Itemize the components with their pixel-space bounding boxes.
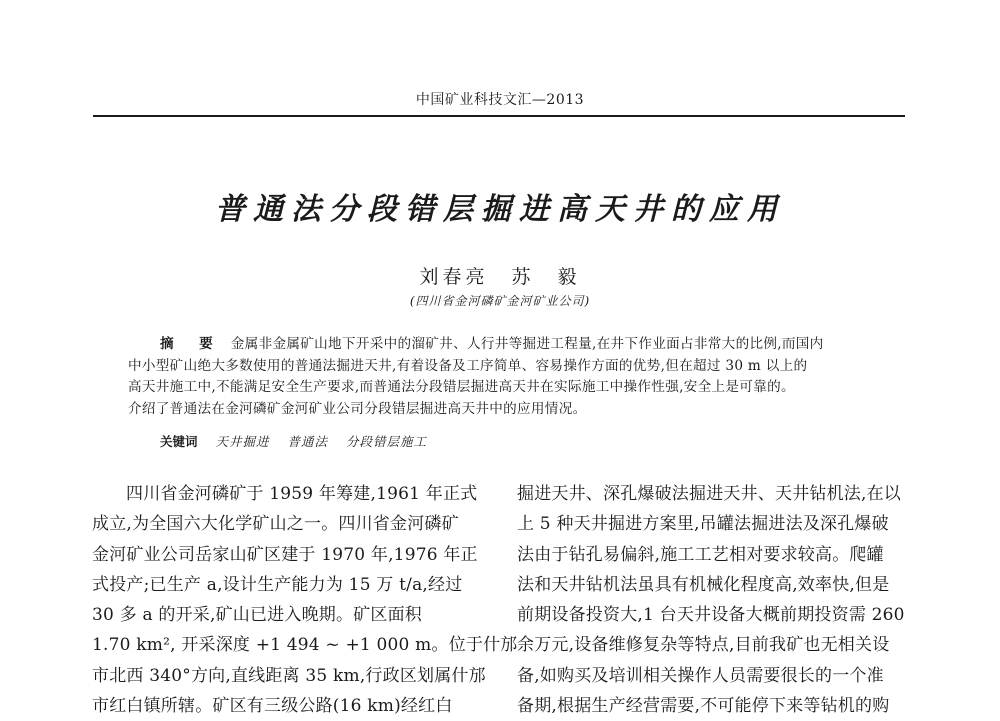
abstract-line: 介绍了普通法在金河磷矿金河矿业公司分段错层掘进高天井中的应用情况。	[128, 400, 587, 417]
abstract-line: 中小型矿山绝大多数使用的普通法掘进天井,有着设备及工序简单、容易操作方面的优势,但在超过 30 m 以上的	[128, 357, 808, 374]
body-line: 前期设备投资大,1 台天井设备大概前期投资需 260	[517, 605, 905, 626]
body-line: 余万元,设备维修复杂等特点,目前我矿也无相关设	[517, 635, 890, 656]
body-line: 备,如购买及培训相关操作人员需要很长的一个准	[517, 665, 884, 686]
abstract-line	[128, 334, 868, 356]
body-line: 1.70 km², 开采深度 +1 494 ~ +1 000 m。位于什邡	[92, 635, 518, 656]
author-affiliation: (四川省金河磷矿金河矿业公司)	[409, 294, 591, 308]
keyword: 分段错层施工	[346, 434, 428, 449]
abstract	[128, 334, 868, 420]
running-header: 中国矿业科技文汇—2013	[415, 92, 585, 108]
body-line: 四川省金河磷矿于 1959 年筹建,1961 年正式	[126, 484, 478, 504]
body-line: 备期,根据生产经营需要,不可能停下来等钻机的购	[517, 696, 890, 717]
article-authors: 刘春亮 苏 毅	[419, 266, 581, 288]
keywords	[160, 432, 441, 450]
header-rule	[93, 115, 905, 117]
body-line: 30 多 a 的开采,矿山已进入晚期。矿区面积	[92, 605, 422, 626]
body-line: 金河矿业公司岳家山矿区建于 1970 年,1976 年正	[92, 544, 478, 565]
abstract-text: 金属非金属矿山地下开采中的溜矿井、人行井等掘进工程量,在井下作业面占非常大的比例,而国内	[230, 336, 824, 352]
body-line: 法和天井钻机法虽具有机械化程度高,效率快,但是	[517, 574, 890, 595]
keywords-label: 关键词	[160, 434, 198, 449]
abstract-line: 高天井施工中,不能满足安全生产要求,而普通法分段错层掘进高天井在实际施工中操作性强,安全上是可靠的。	[128, 379, 795, 396]
body-line: 上 5 种天井掘进方案里,吊罐法掘进法及深孔爆破	[517, 514, 889, 535]
body-line: 法由于钻孔易偏斜,施工工艺相对要求较高。爬罐	[517, 544, 884, 565]
body-line: 掘进天井、深孔爆破法掘进天井、天井钻机法,在以	[517, 484, 902, 504]
body-line: 市北西 340°方向,直线距离 35 km,行政区划属什邡	[92, 665, 486, 686]
keyword: 普通法	[287, 434, 329, 449]
body-line: 成立,为全国六大化学矿山之一。四川省金河磷矿	[92, 514, 459, 535]
body-left-column	[92, 479, 518, 721]
body-right-column	[517, 479, 909, 721]
body-line: 式投产;已生产 a,设计生产能力为 15 万 t/a,经过	[92, 574, 463, 595]
article-title: 普通法分段错层掘进高天井的应用	[215, 192, 785, 227]
keyword: 天井掘进	[215, 434, 270, 449]
abstract-label: 摘 要	[160, 336, 219, 352]
body-line: 市红白镇所辖。矿区有三级公路(16 km)经红白	[92, 696, 453, 717]
